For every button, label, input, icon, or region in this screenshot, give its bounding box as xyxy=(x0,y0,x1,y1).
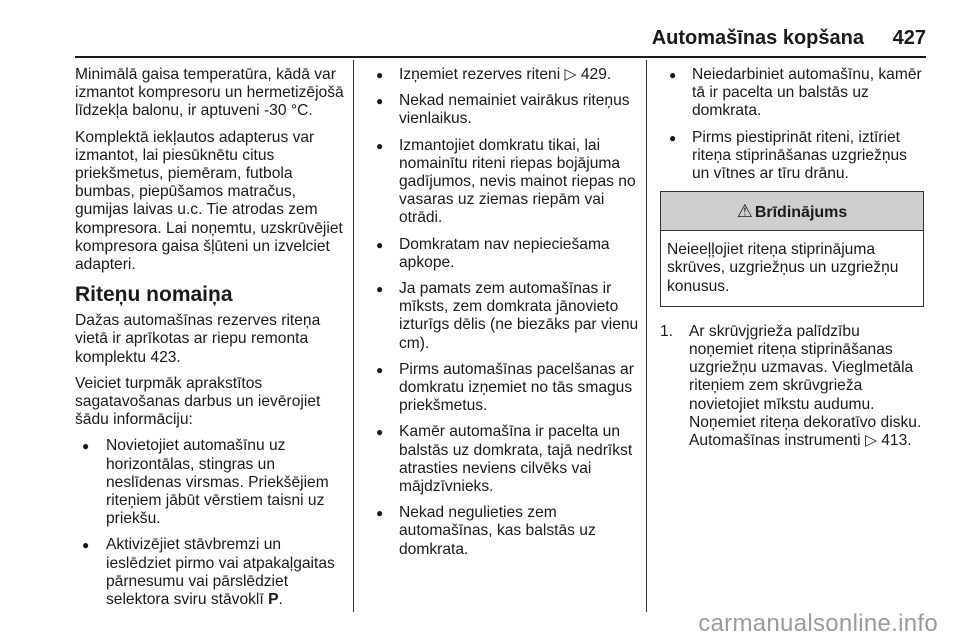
list-item xyxy=(75,536,345,609)
list-item: ● Pirms piestiprināt riteni, iztīriet riteņa stiprināšanas uzgriežņus un vītnes ar tīru drānu. xyxy=(660,129,928,184)
steps-list xyxy=(660,323,928,450)
header-rule xyxy=(75,56,926,58)
step-item xyxy=(660,323,928,450)
page-header xyxy=(75,27,926,53)
list-item: ● Nekad negulieties zem automašīnas, kas balstās uz domkrata. xyxy=(367,504,645,559)
column-3 xyxy=(660,66,928,450)
warning-title: Brīdinājums xyxy=(754,204,848,222)
list-item: ● Izmantojiet domkratu tikai, lai nomainītu riteni riepas bojājuma gadījumos, nevis mainot riepas no vasaras uz ziemas riepām vai otrādi. xyxy=(367,137,645,228)
paragraph-repair-kit xyxy=(75,312,345,367)
column-divider-1 xyxy=(353,60,354,612)
page-number: 427 xyxy=(892,27,926,49)
warning-box xyxy=(660,191,924,307)
column-divider-2 xyxy=(646,60,647,612)
list-item-end: . xyxy=(278,591,283,609)
list-item: ● Neiedarbiniet automašīnu, kamēr tā ir pacelta un balstās uz domkrata. xyxy=(660,66,928,121)
preparation-list xyxy=(75,437,345,609)
column-1 xyxy=(75,66,345,617)
warning-triangle-icon: ⚠ xyxy=(736,201,753,222)
list-item: ● Domkratam nav nepieciešama apkope. xyxy=(367,236,645,272)
repair-kit-text: Dažas automašīnas rezerves riteņa vietā ir aprīkotas ar riepu remonta komplektu xyxy=(75,312,321,366)
list-item: ● Novietojiet automašīnu uz horizontālas, stingras un neslīdenas virsmas. Priekšējiem riteņiem jābūt vērstiem taisni uz priekšu. xyxy=(75,437,345,528)
step-text: Ar skrūvjgrieža palīdzību noņemiet riteņa stiprināšanas uzgriežņu uzmavas. Vieglmetāla riteņiem zem skrūvgrieža novietojiet mīkstu audumu. Noņemiet riteņa dekoratīvo disku. Automašīnas instrumenti ▷ 413. xyxy=(689,322,922,450)
paragraph-adapters: Komplektā iekļautos adapterus var izmantot, lai piesūknētu citus priekšmetus, piemēram, futbola bumbas, piepūšamos matračus, gumijas laivas u.c. Tie atrodas zem kompresora. Lai noņemtu, uzskrūvējiet kompresora gaisa šļūteni un izvelciet adapteri. xyxy=(75,128,343,274)
safety-list-continued xyxy=(660,66,928,183)
paragraph-min-temperature: Minimālā gaisa temperatūra, kādā var izmantot kompresoru un hermetizējošā līdzekļa balonu, ir aptuveni -30 °C. xyxy=(75,66,344,120)
step-number: 1. xyxy=(660,322,674,340)
heading-wheel-change: Riteņu nomaiņa xyxy=(75,283,233,307)
watermark: carmanualsonline.info xyxy=(698,610,938,637)
paragraph-preparation: Veiciet turpmāk aprakstītos sagatavošanas darbus un ievērojiet šādu informāciju: xyxy=(75,374,321,429)
warning-text: Neieeļļojiet riteņa stiprinājuma skrūves, uzgriežņus un uzgriežņu konusus. xyxy=(667,241,899,295)
column-2 xyxy=(367,66,645,567)
list-item: ● Izņemiet rezerves riteni ▷ 429. xyxy=(367,66,645,84)
warning-header xyxy=(661,192,923,231)
safety-list xyxy=(367,66,645,559)
section-title: Automašīnas kopšana xyxy=(651,27,864,49)
gear-position-p: P xyxy=(268,591,279,609)
list-item: ● Pirms automašīnas pacelšanas ar domkratu izņemiet no tās smagus priekšmetus. xyxy=(367,361,645,416)
list-item: ● Nekad nemainiet vairākus riteņus vienlaikus. xyxy=(367,92,645,128)
repair-kit-page-ref[interactable]: 423. xyxy=(146,348,181,366)
list-item: ● Kamēr automašīna ir pacelta un balstās uz domkrata, tajā nedrīkst atrasties neviens cilvēks vai mājdzīvnieks. xyxy=(367,423,645,496)
list-item-text: Aktivizējiet stāvbremzi un ieslēdziet pirmo vai atpakaļgaitas pārnesumu vai pārslēdziet selektora sviru stāvoklī xyxy=(106,536,335,609)
list-item: ● Ja pamats zem automašīnas ir mīksts, zem domkrata jānovieto izturīgs dēlis (ne biezāks par vienu cm). xyxy=(367,280,645,353)
